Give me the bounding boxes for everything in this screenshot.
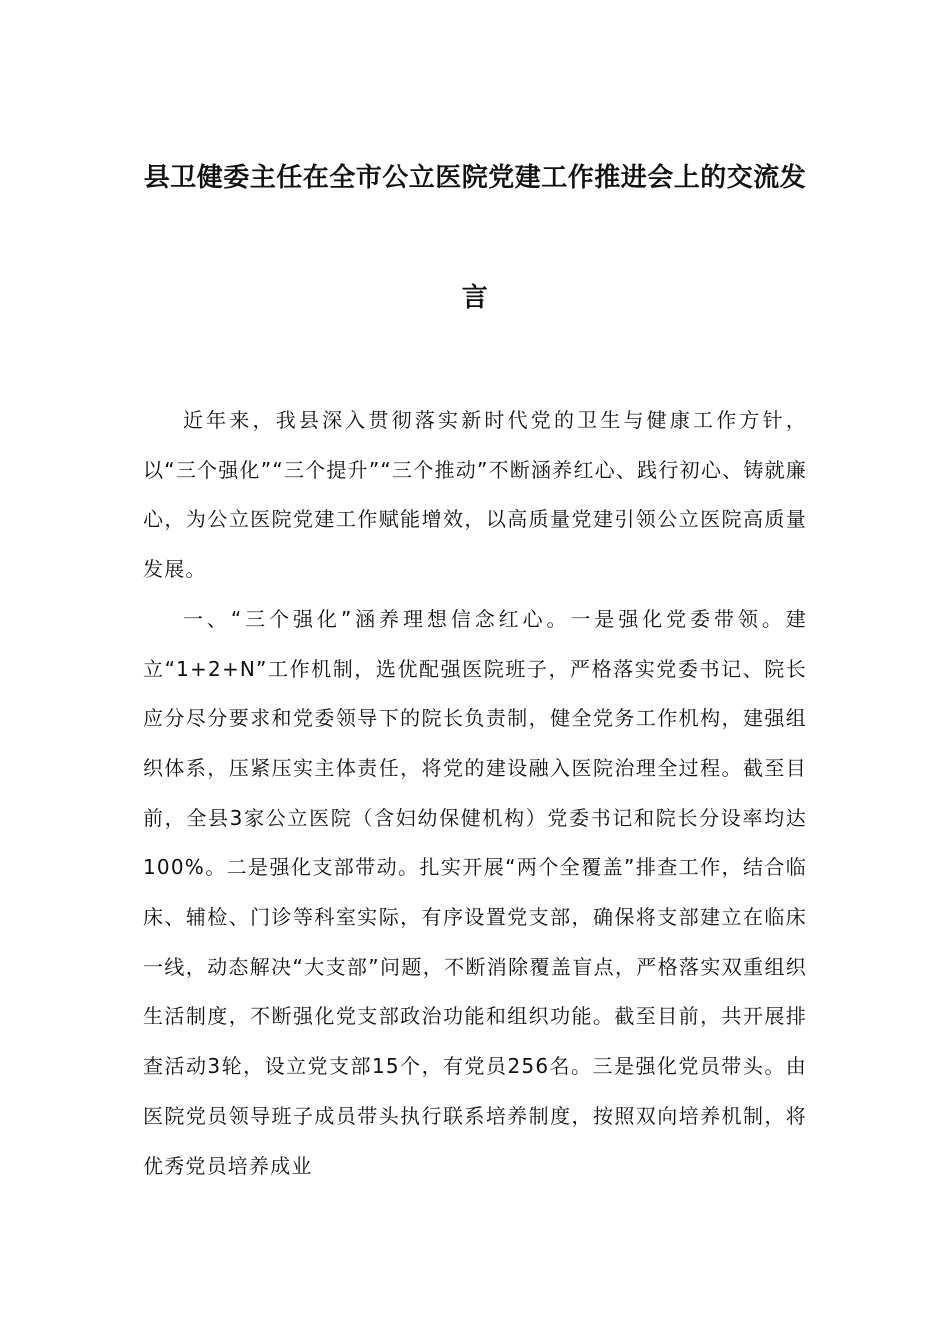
paragraph-intro: 近年来，我县深入贯彻落实新时代党的卫生与健康工作方针，以“三个强化”“三个提升”“三个推动”不断涵养红心、践行初心、铸就廉心，为公立医院党建工作赋能增效，以高质量党建引领公立医院高质量发展。 xyxy=(143,408,807,582)
document-title-line-1: 县卫健委主任在全市公立医院党建工作推进会上的交流发 xyxy=(143,163,807,193)
document-body xyxy=(143,396,807,1191)
paragraph-section-one: 一、“三个强化”涵养理想信念红心。一是强化党委带领。建立“1+2+N”工作机制，选优配强医院班子，严格落实党委书记、院长应分尽分要求和党委领导下的院长负责制，健全党务工作机构，建强组织体系，压紧压实主体责任，将党的建设融入医院治理全过程。截至目前，全县3家公立医院（含妇幼保健机构）党委书记和院长分设率均达100%。二是强化支部带动。扎实开展“两个全覆盖”排查工作，结合临床、辅检、门诊等科室实际，有序设置党支部，确保将支部建立在临床一线，动态解决“大支部”问题，不断消除覆盖盲点，严格落实双重组织生活制度，不断强化党支部政治功能和组织功能。截至目前，共开展排查活动3轮，设立党支部15个，有党员256名。三是强化党员带头。由医院党员领导班子成员带头执行联系培养制度，按照双向培养机制，将优秀党员培养成业 xyxy=(143,606,807,1178)
document-title-line-2: 言 xyxy=(461,283,489,313)
